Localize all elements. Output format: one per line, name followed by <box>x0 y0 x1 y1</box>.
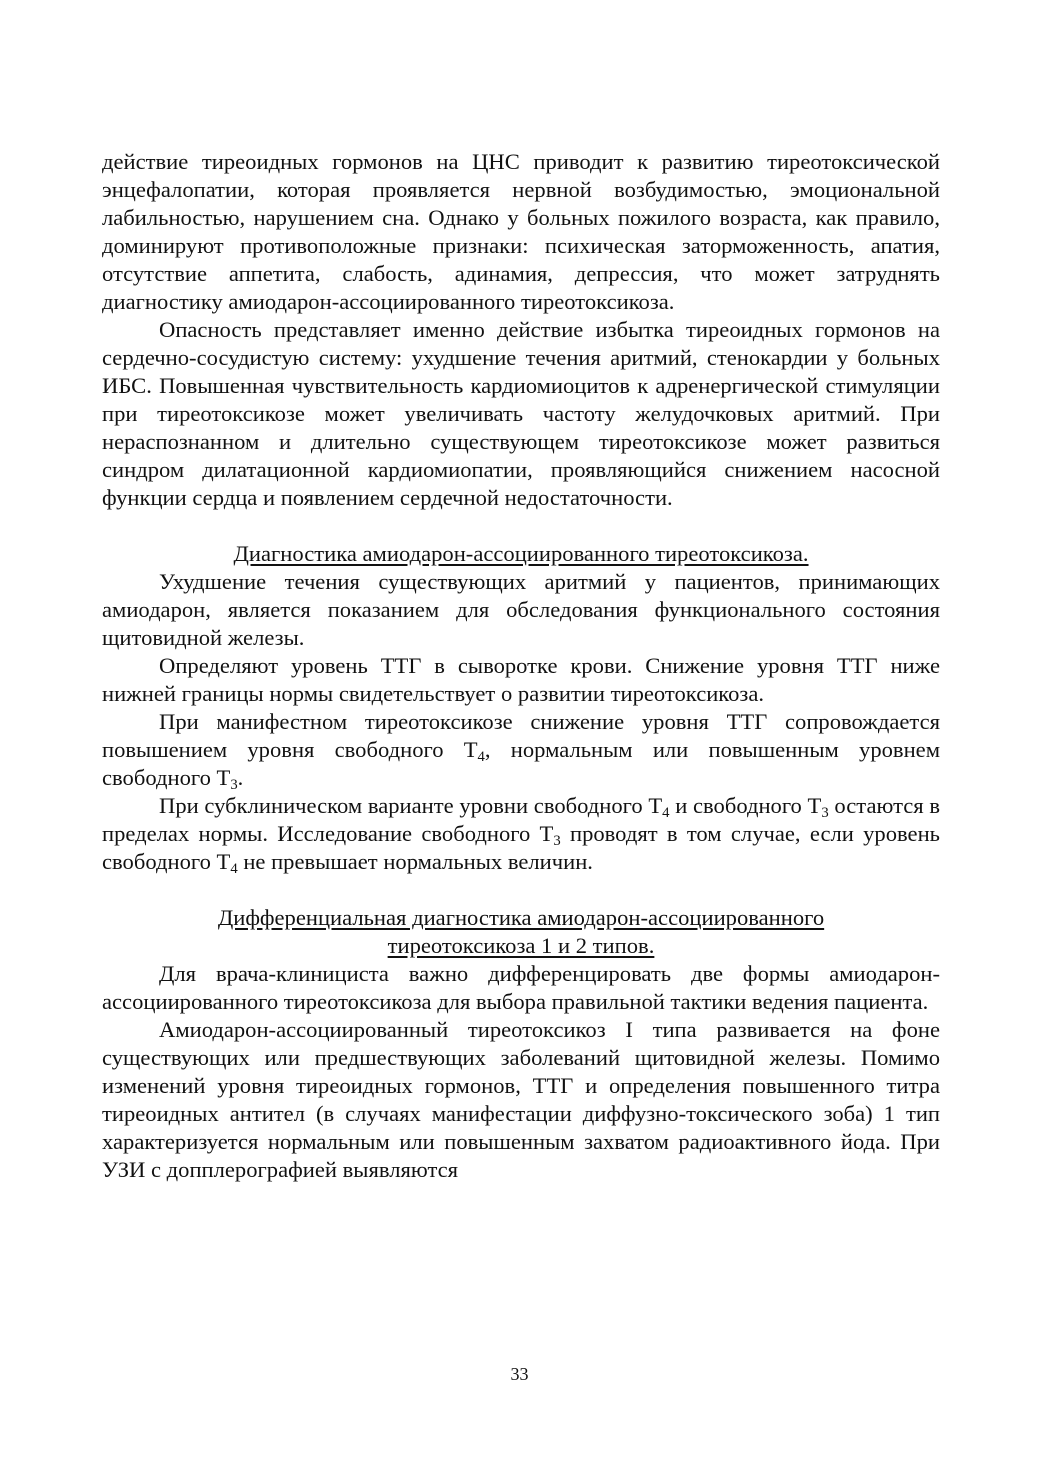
paragraph-tsh-level: Определяют уровень ТТГ в сыворотке крови. Снижение уровня ТТГ ниже нижней границы нормы свидетельствует о развитии тиреотоксикоза. <box>102 653 940 706</box>
paragraph-cardiovascular-danger: Опасность представляет именно действие избытка тиреоидных гормонов на сердечно-сосудистую систему: ухудшение течения аритмий, стенокардии у больных ИБС. Повышенная чувствительность кардиомиоцитов к адренергической стимуляции при тиреотоксикозе может увеличивать частоту желудочковых аритмий. При нераспознанном и длительно существующем тиреотоксикозе может развиться синдром дилатационной кардиомиопатии, проявляющийся снижением насосной функции сердца и появлением сердечной недостаточности. <box>102 317 940 510</box>
page-number: 33 <box>510 1364 529 1384</box>
paragraph-cns-effects: действие тиреоидных гормонов на ЦНС приводит к развитию тиреотоксической энцефалопатии, которая проявляется нервной возбудимостью, эмоциональной лабильностью, нарушением сна. Однако у больных пожилого возраста, как правило, доминируют противоположные признаки: психическая заторможенность, апатия, отсутствие аппетита, слабость, адинамия, депрессия, что может затруднять диагностику амиодарон-ассоциированного тиреотоксикоза. <box>102 149 940 314</box>
spacer <box>102 512 940 540</box>
paragraph-type-one: Амиодарон-ассоциированный тиреотоксикоз I типа развивается на фоне существующих или предшествующих заболеваний щитовидной железы. Помимо изменений уровня тиреоидных гормонов, ТТГ и определения повышенного титра тиреоидных антител (в случаях манифестации диффузно-токсического зоба) 1 тип характеризуется нормальным или повышенным захватом радиоактивного йода. При УЗИ с допплерографией выявляются <box>102 1017 940 1182</box>
section-heading-diagnostics: Диагностика амиодарон-ассоциированного тиреотоксикоза. <box>233 541 809 566</box>
paragraph-two-forms: Для врача-клинициста важно дифференцировать две формы амиодарон-ассоциированного тиреотоксикоза для выбора правильной тактики ведения пациента. <box>102 961 940 1014</box>
section-heading-differential-line2: тиреотоксикоза 1 и 2 типов. <box>387 933 655 958</box>
document-page <box>102 148 940 1184</box>
paragraph-manifest-thyrotoxicosis: При манифестном тиреотоксикозе снижение уровня ТТГ сопровождается повышением уровня свободного $Т_4$, нормальным или повышенным уровнем свободного $Т_3$. <box>102 709 941 793</box>
paragraph-arrhythmia-indication: Ухудшение течения существующих аритмий у пациентов, принимающих амиодарон, является показанием для обследования функционального состояния щитовидной железы. <box>102 569 940 650</box>
section-heading-differential-line1: Дифференциальная диагностика амиодарон-ассоциированного <box>217 905 825 930</box>
spacer <box>102 876 940 904</box>
paragraph-subclinical-variant: При субклиническом варианте уровни свободного $Т_4$ и свободного $Т_3$ остаются в пределах нормы. Исследование свободного $Т_3$ проводят в том случае, если уровень свободного $Т_4$ не превышает нормальных величин. <box>102 793 941 877</box>
